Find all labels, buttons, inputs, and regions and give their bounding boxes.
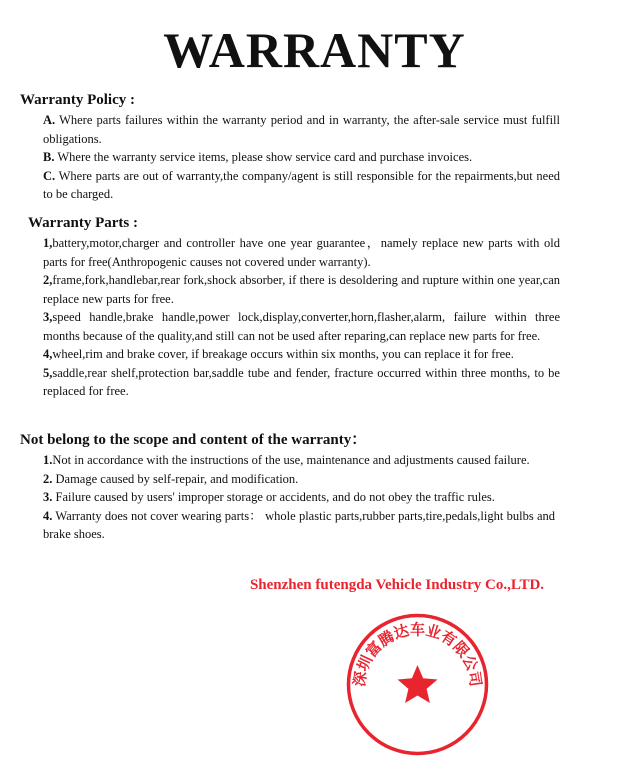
- scope-item-1: [43, 451, 555, 470]
- scope-item-text: Not in accordance with the instructions of the use, maintenance and adjustments caused failure.: [52, 453, 530, 467]
- not-covered-heading: Not belong to the scope and content of the warranty：: [20, 432, 367, 448]
- page-title: WARRANTY: [163, 22, 466, 78]
- parts-item-3: [43, 308, 560, 345]
- warranty-parts-heading: Warranty Parts :: [28, 215, 138, 231]
- scope-item-3: [43, 488, 555, 507]
- not-covered-section: [20, 431, 555, 544]
- scope-item-text: Damage caused by self-repair, and modification.: [52, 471, 299, 486]
- scope-item-text: Failure caused by users' improper storage or accidents, and do not obey the traffic rules.: [52, 490, 495, 504]
- company-name: Shenzhen futengda Vehicle Industry Co.,LTD.: [249, 577, 545, 593]
- scope-item-text: Warranty does not cover wearing parts： whole plastic parts,rubber parts,tire,pedals,light bulbs and brake shoes.: [43, 508, 555, 541]
- policy-item-label: A.: [43, 113, 56, 127]
- parts-item-2: [43, 271, 560, 308]
- company-seal: [345, 612, 490, 757]
- parts-item-label: 2,: [43, 273, 53, 287]
- policy-item-text: Where parts failures within the warranty period and in warranty, the after-sale service must fulfill obligations.: [43, 113, 560, 146]
- parts-item-label: 4,: [43, 347, 53, 361]
- parts-item-label: 5,: [43, 365, 53, 380]
- scope-item-2: [43, 470, 555, 489]
- warranty-policy-heading: Warranty Policy :: [20, 92, 135, 108]
- parts-item-5: [43, 364, 560, 401]
- scope-item-label: 3.: [43, 490, 53, 504]
- parts-item-text: battery,motor,charger and controller have one year guarantee，namely replace new parts with old parts for free(Anthropogenic causes not covered under warranty).: [43, 236, 560, 269]
- scope-item-label: 1.: [43, 453, 53, 467]
- policy-item-c: [43, 167, 560, 204]
- warranty-parts-section: [28, 214, 560, 401]
- policy-item-a: [43, 111, 560, 148]
- parts-item-text: speed handle,brake handle,power lock,display,converter,horn,flasher,alarm, failure within three months because of the quality,and still can not be used after reparing,can replace new parts for free.: [43, 310, 560, 343]
- policy-item-label: C.: [43, 168, 56, 183]
- scope-item-label: 4.: [43, 508, 53, 523]
- scope-item-label: 2.: [43, 471, 53, 486]
- parts-item-4: [43, 345, 560, 364]
- star-icon: [398, 665, 438, 703]
- parts-item-1: [43, 234, 560, 271]
- warranty-policy-section: [20, 91, 560, 204]
- seal-text: 深圳富腾达车业有限公司: [350, 620, 485, 688]
- scope-item-4: [43, 507, 555, 544]
- policy-item-label: B.: [43, 150, 55, 164]
- policy-item-text: Where parts are out of warranty,the company/agent is still responsible for the repairments,but need to be charged.: [43, 168, 560, 201]
- policy-item-text: Where the warranty service items, please show service card and purchase invoices.: [54, 150, 473, 164]
- parts-item-label: 3,: [43, 310, 53, 324]
- parts-item-text: wheel,rim and brake cover, if breakage occurs within six months, you can replace it for free.: [52, 347, 514, 361]
- parts-item-text: frame,fork,handlebar,rear fork,shock absorber, if there is desoldering and rupture within one year,can replace new parts for free.: [43, 273, 560, 306]
- parts-item-label: 1,: [43, 236, 53, 250]
- parts-item-text: saddle,rear shelf,protection bar,saddle tube and fender, fracture occurred within three months, to be replaced for free.: [43, 365, 560, 398]
- policy-item-b: [43, 148, 560, 167]
